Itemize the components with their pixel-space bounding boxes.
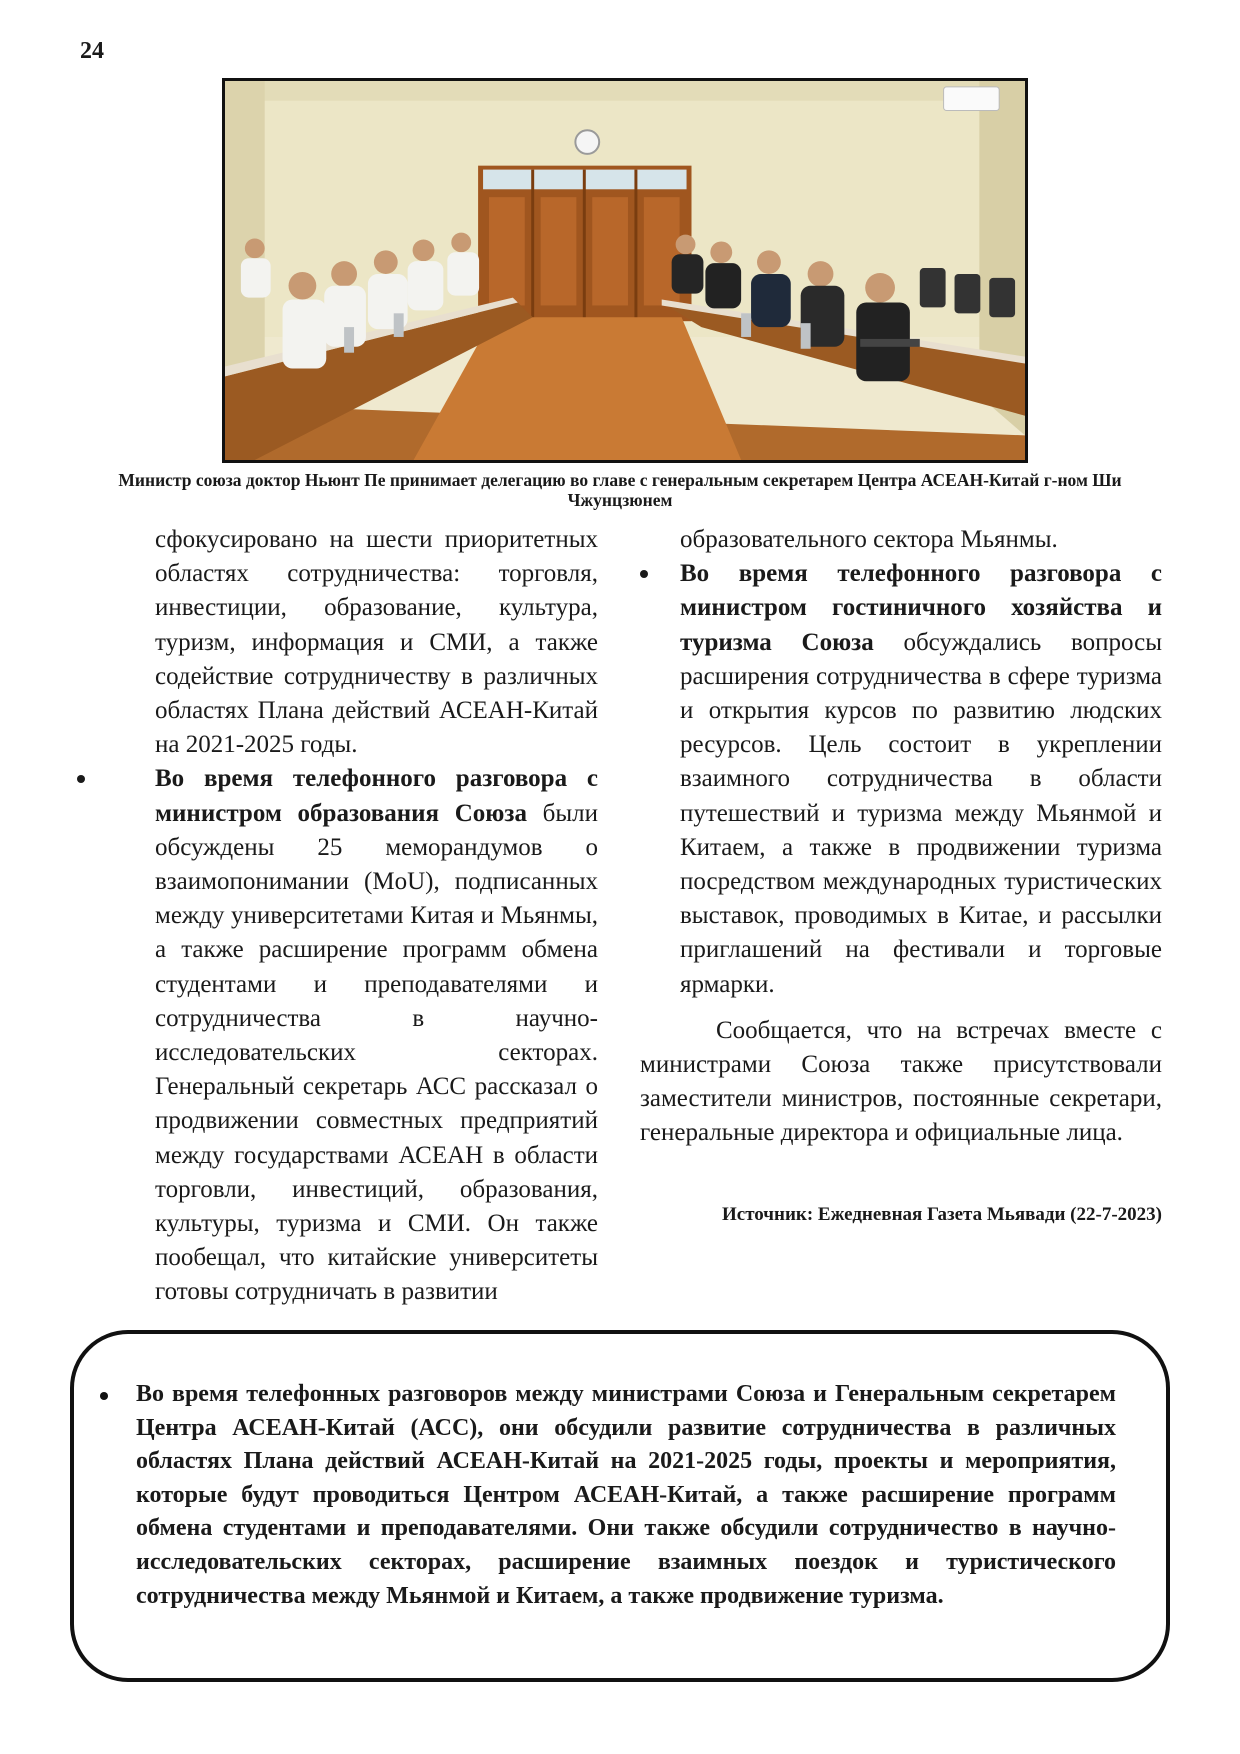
- left-column: [115, 523, 598, 1310]
- right-continuation-paragraph: образовательного сектора Мьянмы.: [680, 526, 1058, 553]
- tourism-bullet-text: обсуждались вопросы расширения сотрудничества в сфере туризма и открытия курсов по развитию людских ресурсов. Цель состоит в укреплении взаимного сотрудничества в области путешествий и туризма между Мьянмой и Китаем, а также в продвижении туризма посредством международных туристических выставок, проводимых в Китае, и рассылки приглашений на фестивали и торговые ярмарки.: [680, 628, 1162, 998]
- meeting-photo: [222, 78, 1028, 463]
- education-bullet-lead: Во время телефонного разговора с министром образования Союза: [155, 765, 598, 827]
- education-ministry-bullet: [115, 762, 598, 1309]
- right-column: [640, 523, 1162, 1227]
- left-continuation-paragraph: сфокусировано на шести приоритетных областях сотрудничества: торговля, инвестиции, образование, культура, туризм, информация и СМИ, а также содействие сотрудничеству в различных областях Плана действий АСЕАН-Китай на 2021-2025 годы.: [155, 526, 598, 759]
- bullet-icon: [77, 775, 85, 783]
- page-number: 24: [80, 38, 104, 64]
- education-bullet-text: были обсуждены 25 меморандумов о взаимопонимании (MoU), подписанных между университетами Китая и Мьянмы, а также расширение программ обмена студентами и преподавателями и сотрудничества в научно-исследовательских секторах. Генеральный секретарь АСС рассказал о продвижении совместных предприятий между государствами АСЕАН в области торговли, инвестиций, образования, культуры, туризма и СМИ. Он также пообещал, что китайские университеты готовы сотрудничать в развитии: [155, 799, 598, 1306]
- photo-caption: Министр союза доктор Ньюнт Пе принимает делегацию во главе с генеральным секретарем Центра АСЕАН-Китай г-ном Ши Чжунцзюнем: [118, 470, 1122, 510]
- tourism-ministry-bullet: [640, 557, 1162, 1002]
- attendance-paragraph: Сообщается, что на встречах вместе с министрами Союза также присутствовали заместители министров, постоянные секретари, генеральные директора и официальные лица.: [640, 1016, 1162, 1147]
- tourism-bullet-lead: Во время телефонного разговора с министром гостиничного хозяйства и туризма Союза: [680, 560, 1162, 656]
- summary-box: [70, 1330, 1170, 1682]
- source-line: Источник: Ежедневная Газета Мьявади (22-7-2023): [722, 1203, 1162, 1225]
- bullet-icon: [640, 570, 648, 578]
- summary-text: Во время телефонных разговоров между министрами Союза и Генеральным секретарем Центра АСЕАН-Китай (АСС), они обсудили развитие сотрудничества в различных областях Плана действий АСЕАН-Китай на 2021-2025 годы, проекты и мероприятия, которые будут проводиться Центром АСЕАН-Китай, а также расширение программ обмена студентами и преподавателями. Они также обсудили сотрудничество в научно-исследовательских секторах, расширение взаимных поездок и туристического сотрудничества между Мьянмой и Китаем, а также продвижение туризма.: [136, 1381, 1116, 1609]
- bullet-icon: [100, 1392, 108, 1400]
- meeting-photo-illustration: [225, 81, 1025, 460]
